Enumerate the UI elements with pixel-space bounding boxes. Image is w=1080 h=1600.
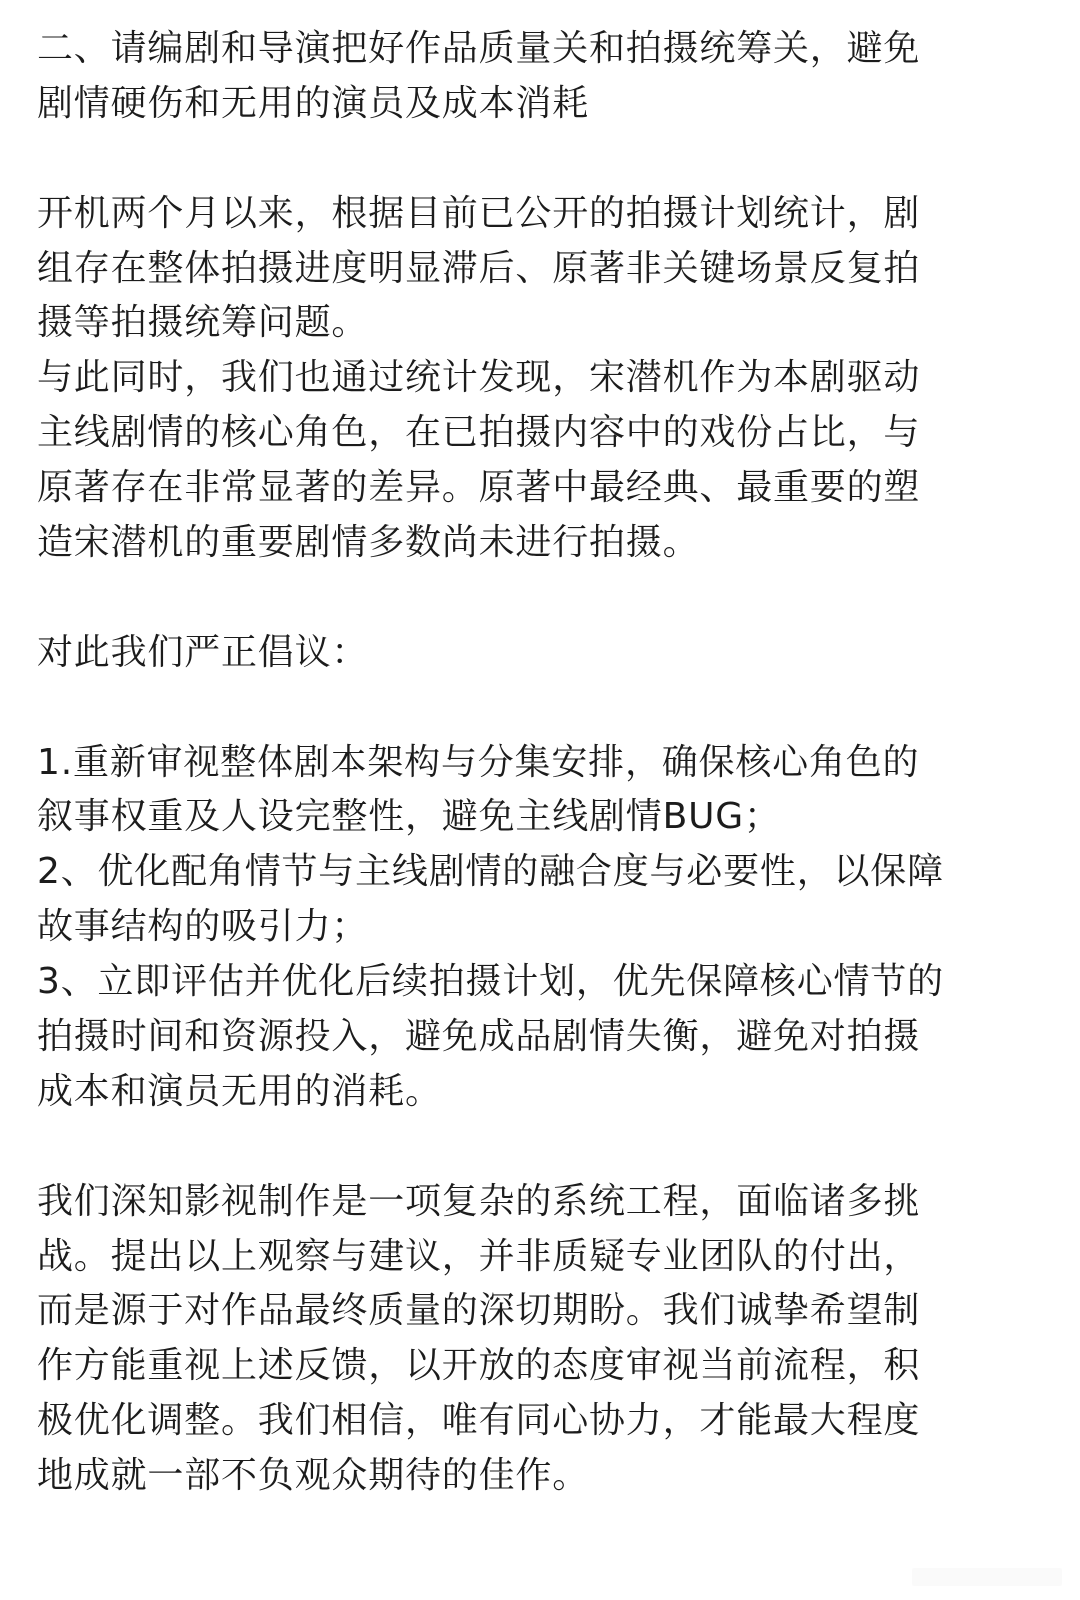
- proposal-line: 拍摄时间和资源投入，避免成品剧情失衡，避免对拍摄: [37, 1016, 921, 1058]
- proposal-line: 成本和演员无用的消耗。: [37, 1070, 442, 1112]
- paragraph-schedule: [37, 187, 1037, 352]
- paragraph-line: 作方能重视上述反馈，以开放的态度审视当前流程，积: [37, 1345, 921, 1387]
- heading-line: 二、请编剧和导演把好作品质量关和拍摄统筹关，避免: [37, 28, 921, 69]
- proposal-item-3: [37, 955, 1037, 1120]
- paragraph-line: 战。提出以上观察与建议，并非质疑专业团队的付出，: [37, 1235, 921, 1277]
- paragraph-line: 极优化调整。我们相信，唯有同心协力，才能最大程度: [37, 1400, 921, 1442]
- closing-paragraph: [37, 1175, 1037, 1504]
- proposal-line: 2、优化配角情节与主线剧情的融合度与必要性，以保障: [37, 851, 944, 893]
- proposal-line: 叙事权重及人设完整性，避免主线剧情BUG；: [37, 796, 781, 838]
- proposal-line: 3、立即评估并优化后续拍摄计划，优先保障核心情节的: [37, 961, 944, 1003]
- paragraph-spacer: [37, 571, 1037, 626]
- faint-watermark: [912, 1568, 1062, 1586]
- paragraph-line: 开机两个月以来，根据目前已公开的拍摄计划统计，剧: [37, 192, 921, 234]
- heading-line: 剧情硬伤和无用的演员及成本消耗: [37, 82, 590, 124]
- paragraph-line: 而是源于对作品最终质量的深切期盼。我们诚挚希望制: [37, 1290, 921, 1332]
- section-heading: [37, 22, 1037, 132]
- paragraph-line: 摄等拍摄统筹问题。: [37, 302, 369, 344]
- proposal-intro: 对此我们严正倡议：: [37, 631, 369, 673]
- proposal-item-2: [37, 845, 1037, 955]
- paragraph-character: [37, 351, 1037, 571]
- paragraph-line: 我们深知影视制作是一项复杂的系统工程，面临诸多挑: [37, 1180, 921, 1222]
- paragraph-spacer: [37, 681, 1037, 736]
- proposal-list: [37, 736, 1037, 1120]
- document-body: [37, 22, 1037, 1504]
- paragraph-line: 与此同时，我们也通过统计发现，宋潜机作为本剧驱动: [37, 357, 921, 399]
- proposal-item-1: [37, 736, 1037, 846]
- paragraph-line: 造宋潜机的重要剧情多数尚未进行拍摄。: [37, 522, 700, 564]
- paragraph-line: 主线剧情的核心角色，在已拍摄内容中的戏份占比，与: [37, 412, 921, 454]
- paragraph-spacer: [37, 1120, 1037, 1175]
- paragraph-line: 地成就一部不负观众期待的佳作。: [37, 1455, 590, 1497]
- proposal-line: 故事结构的吸引力；: [37, 906, 369, 948]
- paragraph-spacer: [37, 132, 1037, 187]
- proposal-line: 1.重新审视整体剧本架构与分集安排，确保核心角色的: [37, 741, 920, 783]
- paragraph-line: 组存在整体拍摄进度明显滞后、原著非关键场景反复拍: [37, 247, 921, 289]
- paragraph-line: 原著存在非常显著的差异。原著中最经典、最重要的塑: [37, 467, 921, 509]
